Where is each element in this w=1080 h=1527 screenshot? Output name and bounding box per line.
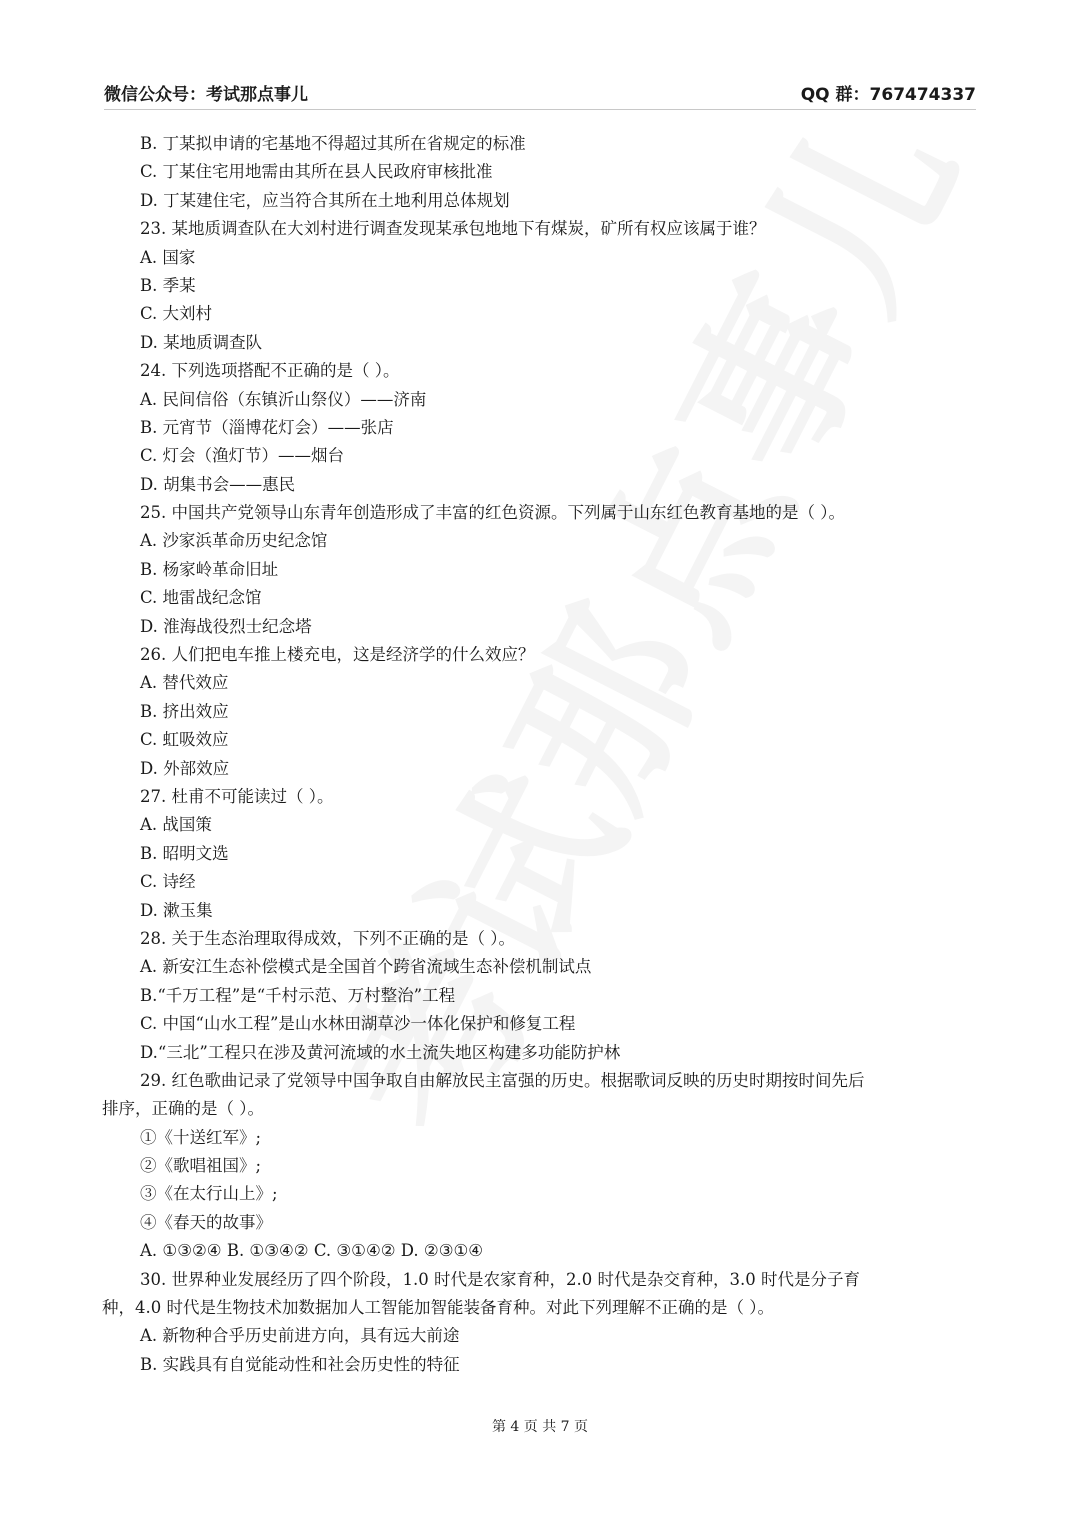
question-line: D. 淮海战役烈士纪念塔: [140, 616, 312, 636]
question-line: D.“三北”工程只在涉及黄河流域的水土流失地区构建多功能防护林: [140, 1042, 621, 1062]
question-line: A. 国家: [140, 247, 196, 267]
question-line: A. 替代效应: [140, 673, 229, 693]
question-30-line1: 30. 世界种业发展经历了四个阶段，1.0 时代是农家育种，2.0 时代是杂交育种，3.0 时代是分子育: [140, 1269, 860, 1289]
question-29-item-2: ②《歌唱祖国》;: [140, 1156, 262, 1176]
question-line: C. 丁某住宅用地需由其所在县人民政府审核批准: [140, 162, 493, 182]
question-line: D. 胡集书会——惠民: [140, 474, 296, 494]
question-line: C. 中国“山水工程”是山水林田湖草沙一体化保护和修复工程: [140, 1014, 576, 1034]
question-line: D. 漱玉集: [140, 900, 213, 920]
question-29-item-3: ③《在太行山上》;: [140, 1184, 278, 1204]
question-29-item-4: ④《春天的故事》: [140, 1212, 272, 1232]
question-line: D. 丁某建住宅，应当符合其所在土地利用总体规划: [140, 190, 510, 210]
exam-content: [102, 130, 980, 1379]
page-footer: 第 4 页 共 7 页: [491, 1419, 589, 1435]
question-30-option-a: A. 新物种合乎历史前进方向，具有远大前途: [140, 1326, 460, 1346]
question-29-line2: 排序，正确的是（ ）。: [102, 1099, 264, 1119]
question-line: 23. 某地质调查队在大刘村进行调查发现某承包地地下有煤炭，矿所有权应该属于谁？: [140, 219, 766, 239]
question-line: A. 民间信俗（东镇沂山祭仪）——济南: [140, 389, 427, 409]
question-29-item-1: ①《十送红军》;: [140, 1127, 262, 1147]
question-line: C. 灯会（渔灯节）——烟台: [140, 446, 345, 466]
question-line: B. 元宵节（淄博花灯会）——张店: [140, 417, 394, 437]
question-line: D. 外部效应: [140, 758, 230, 778]
question-lines: [140, 130, 980, 1067]
question-line: B. 杨家岭革命旧址: [140, 559, 279, 579]
question-line: B. 季某: [140, 275, 196, 295]
question-line: A. 沙家浜革命历史纪念馆: [140, 531, 328, 551]
question-line: B. 丁某拟申请的宅基地不得超过其所在省规定的标准: [140, 134, 526, 153]
question-line: C. 诗经: [140, 872, 196, 892]
question-29-options: A. ①③②④ B. ①③④② C. ③①④② D. ②③①④: [140, 1241, 484, 1261]
question-line: 28. 关于生态治理取得成效，下列不正确的是（ ）。: [140, 928, 515, 948]
question-30-option-b: B. 实践具有自觉能动性和社会历史性的特征: [140, 1354, 460, 1374]
header-wechat-account: 微信公众号：考试那点事儿: [104, 85, 308, 105]
question-line: A. 战国策: [140, 815, 212, 835]
question-line: 27. 杜甫不可能读过（ ）。: [140, 786, 334, 806]
question-line: 26. 人们把电车推上楼充电，这是经济学的什么效应？: [140, 645, 535, 665]
question-line: B. 挤出效应: [140, 701, 229, 721]
question-line: 24. 下列选项搭配不正确的是（ ）。: [140, 361, 400, 381]
question-line: D. 某地质调查队: [140, 332, 263, 352]
question-line: A. 新安江生态补偿模式是全国首个跨省流域生态补偿机制试点: [140, 957, 592, 977]
header-qq-group: QQ 群：767474337: [800, 85, 976, 105]
question-line: C. 虹吸效应: [140, 730, 229, 750]
question-line: C. 地雷战纪念馆: [140, 588, 262, 608]
question-line: C. 大刘村: [140, 304, 213, 324]
question-line: B. 昭明文选: [140, 843, 229, 863]
question-line: B.“千万工程”是“千村示范、万村整治”工程: [140, 985, 456, 1005]
question-30-line2: 种，4.0 时代是生物技术加数据加人工智能加智能装备育种。对此下列理解不正确的是（ ）。: [102, 1298, 774, 1318]
question-29-line1: 29. 红色歌曲记录了党领导中国争取自由解放民主富强的历史。根据歌词反映的历史时期按时间先后: [140, 1070, 865, 1090]
question-line: 25. 中国共产党领导山东青年创造形成了丰富的红色资源。下列属于山东红色教育基地的是（ ）。: [140, 503, 845, 523]
